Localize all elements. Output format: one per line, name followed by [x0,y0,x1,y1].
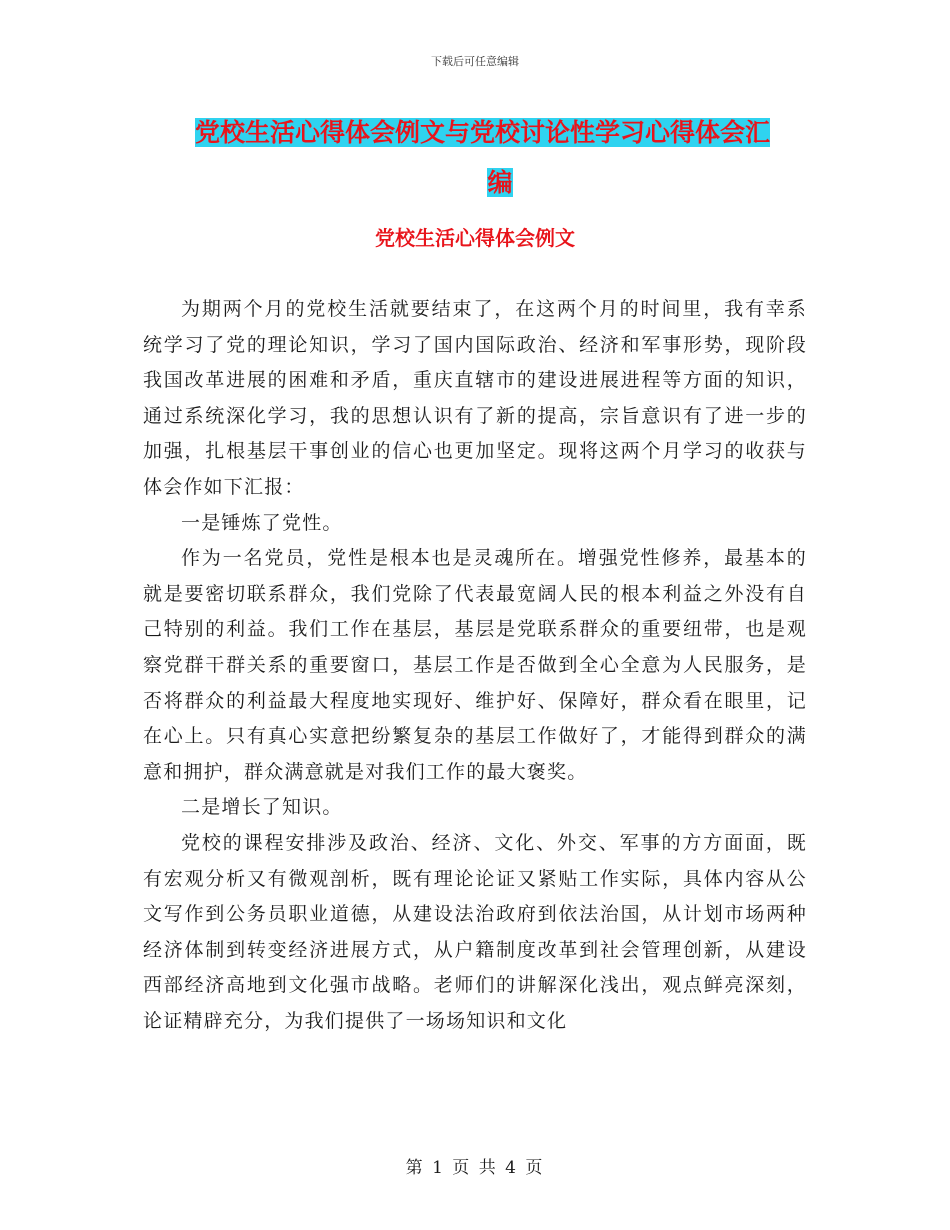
section-title: 党校生活心得体会例文 [375,226,575,250]
document-title [195,110,805,206]
paragraph-intro: 为期两个月的党校生活就要结束了，在这两个月的时间里，我有幸系统学习了党的理论知识，学习了国内国际政治、经济和军事形势，现阶段我国改革进展的困难和矛盾，重庆直辖市的建设进展进程等方面的知识，通过系统深化学习，我的思想认识有了新的提高，宗旨意识有了进一步的加强，扎根基层干事创业的信心也更加坚定。现将这两个月学习的收获与体会作如下汇报： [143,298,807,498]
document-title-line-1: 党校生活心得体会例文与党校讨论性学习心得体会汇 [195,118,771,147]
paragraph-knowledge: 党校的课程安排涉及政治、经济、文化、外交、军事的方方面面，既有宏观分析又有微观剖析，既有理论论证又紧贴工作实际，具体内容从公文写作到公务员职业道德，从建设法治政府到依法治国，从计划市场两种经济体制到转变经济进展方式，从户籍制度改革到社会管理创新，从建设西部经济高地到文化强市战略。老师们的讲解深化浅出，观点鲜亮深刻，论证精辟充分，为我们提供了一场场知识和文化 [143,831,807,1032]
paragraph-heading-party-spirit: 一是锤炼了党性。 [181,511,343,534]
paragraph-heading-knowledge: 二是增长了知识。 [181,796,343,819]
document-title-line-2: 编 [487,168,513,197]
paragraph-party-spirit: 作为一名党员，党性是根本也是灵魂所在。增强党性修养，最基本的就是要密切联系群众，我们党除了代表最宽阔人民的根本利益之外没有自己特别的利益。我们工作在基层，基层是党联系群众的重要纽带，也是观察党群干群关系的重要窗口，基层工作是否做到全心全意为人民服务，是否将群众的利益最大程度地实现好、维护好、保障好，群众看在眼里，记在心上。只有真心实意把纷繁复杂的基层工作做好了，才能得到群众的满意和拥护，群众满意就是对我们工作的最大褒奖。 [143,547,807,783]
header-note: 下载后可任意编辑 [431,55,519,68]
page-number-footer: 第 1 页 共 4 页 [405,1158,545,1178]
document-body [143,292,807,1039]
